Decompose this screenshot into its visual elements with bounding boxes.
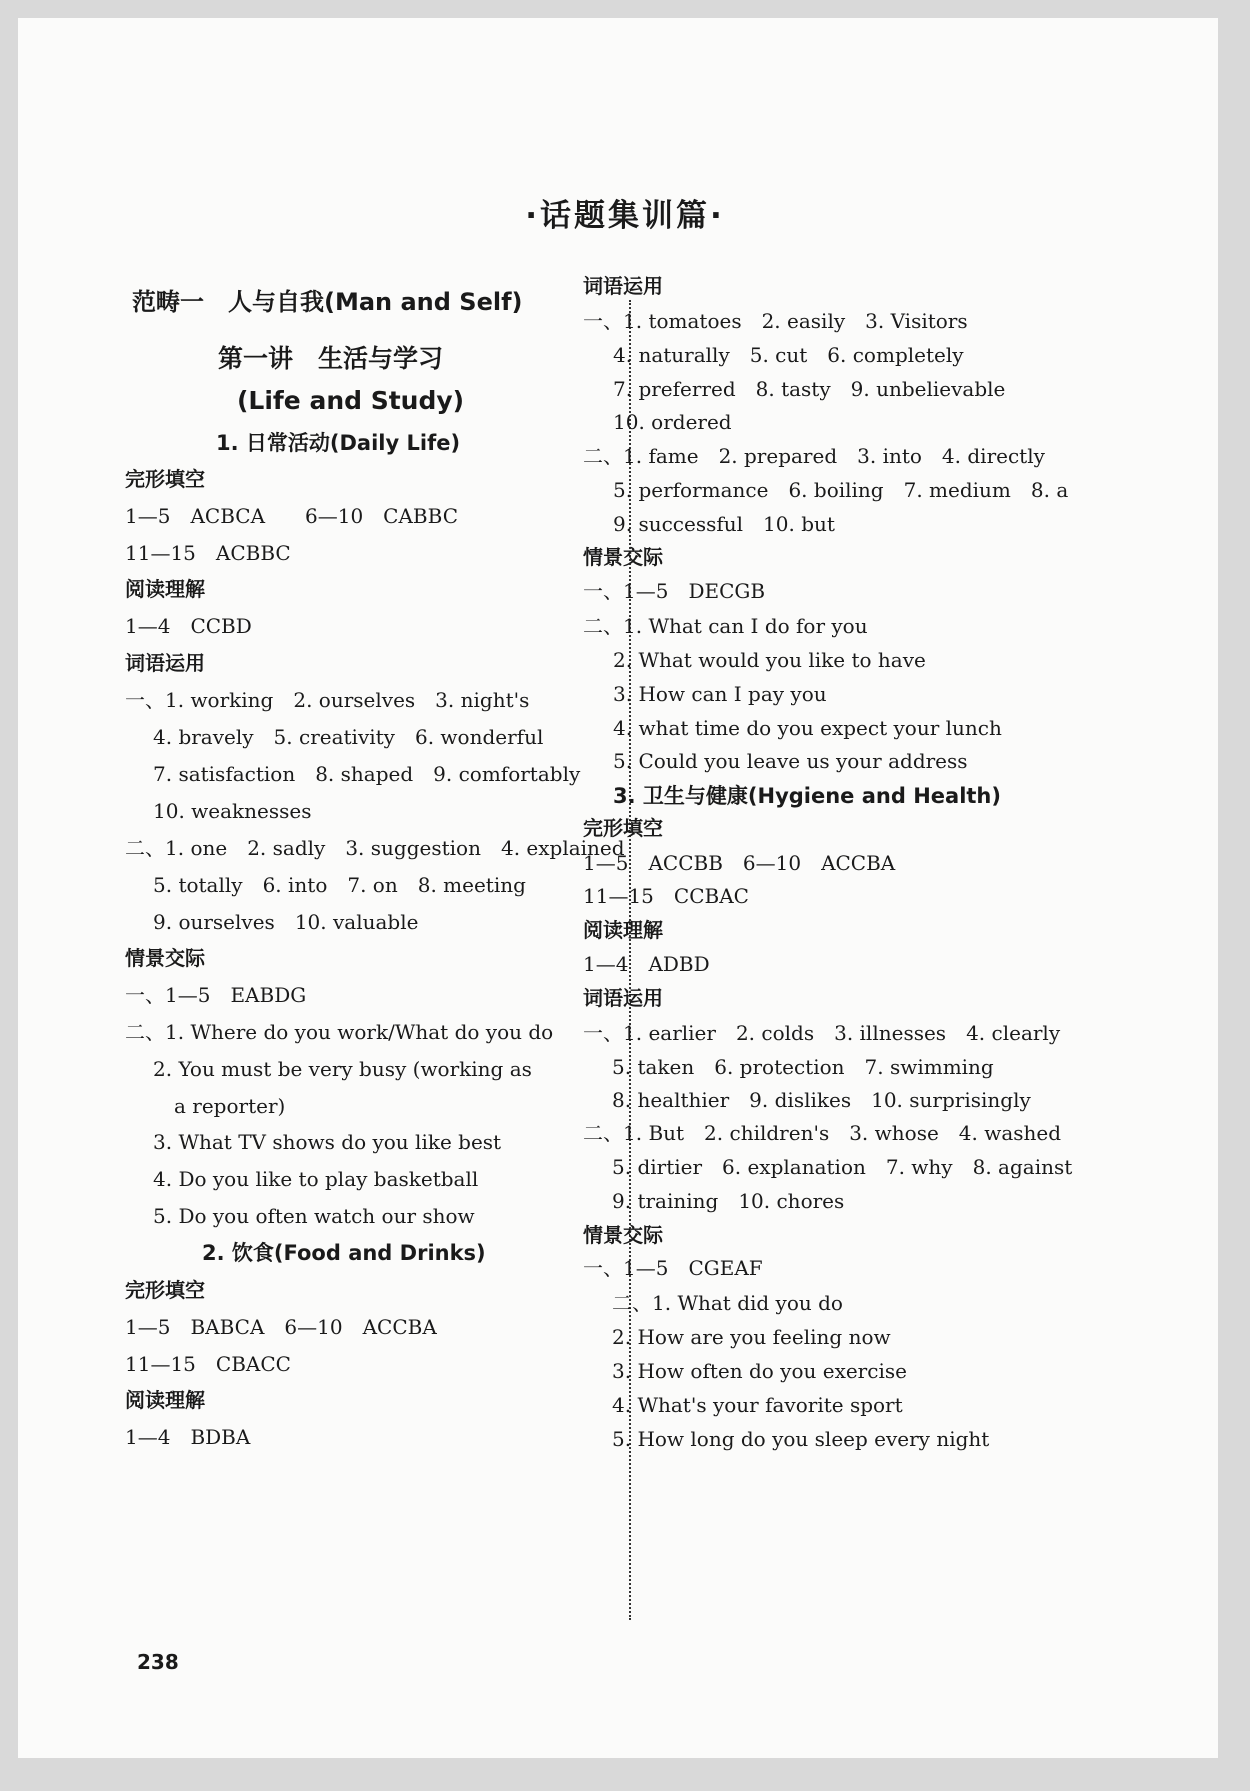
right-answer-line: 2. How are you feeling now [612,1325,891,1349]
left-answer-line: 二、1. Where do you work/What do you do [125,1020,554,1044]
right-answer-line: 3. How can I pay you [613,682,827,706]
left-answer-line: 5. Do you often watch our show [153,1204,475,1228]
left-answer-line: 11—15 ACBBC [125,541,291,565]
right-answer-line: 7. preferred 8. tasty 9. unbelievable [613,377,1006,401]
right-answer-line: 一、1. tomatoes 2. easily 3. Visitors [583,309,968,333]
left-title: 1. 日常活动(Daily Life) [216,431,461,455]
left-answer-line: 4. bravely 5. creativity 6. wonderful [153,725,544,749]
left-section-heading: 阅读理解 [125,1388,205,1412]
right-section-heading: 情景交际 [583,545,663,569]
page-number: 238 [137,1650,179,1674]
right-answer-line: 10. ordered [613,410,732,434]
left-answer-line: a reporter) [174,1094,286,1118]
left-answer-line: 2. You must be very busy (working as [153,1057,532,1081]
right-answer-line: 3. How often do you exercise [612,1359,907,1383]
right-answer-line: 1—4 ADBD [583,952,710,976]
left-answer-line: 4. Do you like to play basketball [153,1167,479,1191]
left-title: 第一讲 生活与学习 [218,344,444,373]
left-answer-line: 9. ourselves 10. valuable [153,910,419,934]
right-answer-line: 4. What's your favorite sport [612,1393,903,1417]
right-answer-line: 一、1. earlier 2. colds 3. illnesses 4. clearly [583,1021,1061,1045]
right-answer-line: 11—15 CCBAC [583,884,749,908]
right-answer-line: 5. performance 6. boiling 7. medium 8. a [613,478,1069,502]
right-section-heading: 完形填空 [583,816,663,840]
left-answer-line: 11—15 CBACC [125,1352,291,1376]
left-title: 范畴一 人与自我(Man and Self) [132,288,523,316]
right-answer-line: 4. what time do you expect your lunch [613,716,1002,740]
right-section-heading: 阅读理解 [583,918,663,942]
left-answer-line: 1—5 ACBCA 6—10 CABBC [125,504,458,528]
right-answer-line: 5. dirtier 6. explanation 7. why 8. against [612,1155,1073,1179]
right-answer-line: 1—5 ACCBB 6—10 ACCBA [583,851,896,875]
right-answer-line: 二、1. What can I do for you [583,614,868,638]
right-section-heading: 词语运用 [583,274,663,298]
right-answer-line: 4. naturally 5. cut 6. completely [613,343,964,367]
right-answer-line: 9. training 10. chores [612,1189,845,1213]
right-answer-line: 5. Could you leave us your address [613,749,968,773]
right-answer-line: 5. How long do you sleep every night [612,1427,990,1451]
left-answer-line: 二、1. one 2. sadly 3. suggestion 4. explained [125,836,625,860]
left-section-heading: 词语运用 [125,651,205,675]
left-answer-line: 7. satisfaction 8. shaped 9. comfortably [153,762,581,786]
right-answer-line: 9. successful 10. but [613,512,835,536]
page-title: ·话题集训篇· [525,198,725,234]
left-answer-line: 3. What TV shows do you like best [153,1130,502,1154]
left-answer-line: 1—5 BABCA 6—10 ACCBA [125,1315,437,1339]
left-section-heading: 完形填空 [125,1278,205,1302]
left-answer-line: 5. totally 6. into 7. on 8. meeting [153,873,526,897]
right-answer-line: 2. What would you like to have [613,648,926,672]
right-answer-line: 二、1. But 2. children's 3. whose 4. washed [583,1121,1062,1145]
right-answer-line: 一、1—5 DECGB [583,579,766,603]
right-answer-line: 一、1—5 CGEAF [583,1256,763,1280]
right-answer-line: 二、1. What did you do [612,1291,843,1315]
right-section-heading: 词语运用 [583,986,663,1010]
left-title: (Life and Study) [237,386,465,415]
right-section-heading: 情景交际 [583,1223,663,1247]
right-answer-line: 5. taken 6. protection 7. swimming [612,1055,994,1079]
left-answer-line: 1—4 BDBA [125,1425,251,1449]
left-section-heading: 完形填空 [125,467,205,491]
left-answer-line: 10. weaknesses [153,799,312,823]
right-answer-line: 8. healthier 9. dislikes 10. surprisingly [612,1088,1031,1112]
left-answer-line: 1—4 CCBD [125,614,252,638]
left-answer-line: 一、1. working 2. ourselves 3. night's [125,688,530,712]
left-section-heading: 阅读理解 [125,577,205,601]
left-section-heading: 情景交际 [125,946,205,970]
left-answer-line: 一、1—5 EABDG [125,983,307,1007]
right-title: 3. 卫生与健康(Hygiene and Health) [613,784,1001,808]
left-title: 2. 饮食(Food and Drinks) [202,1241,486,1265]
right-answer-line: 二、1. fame 2. prepared 3. into 4. directly [583,444,1045,468]
